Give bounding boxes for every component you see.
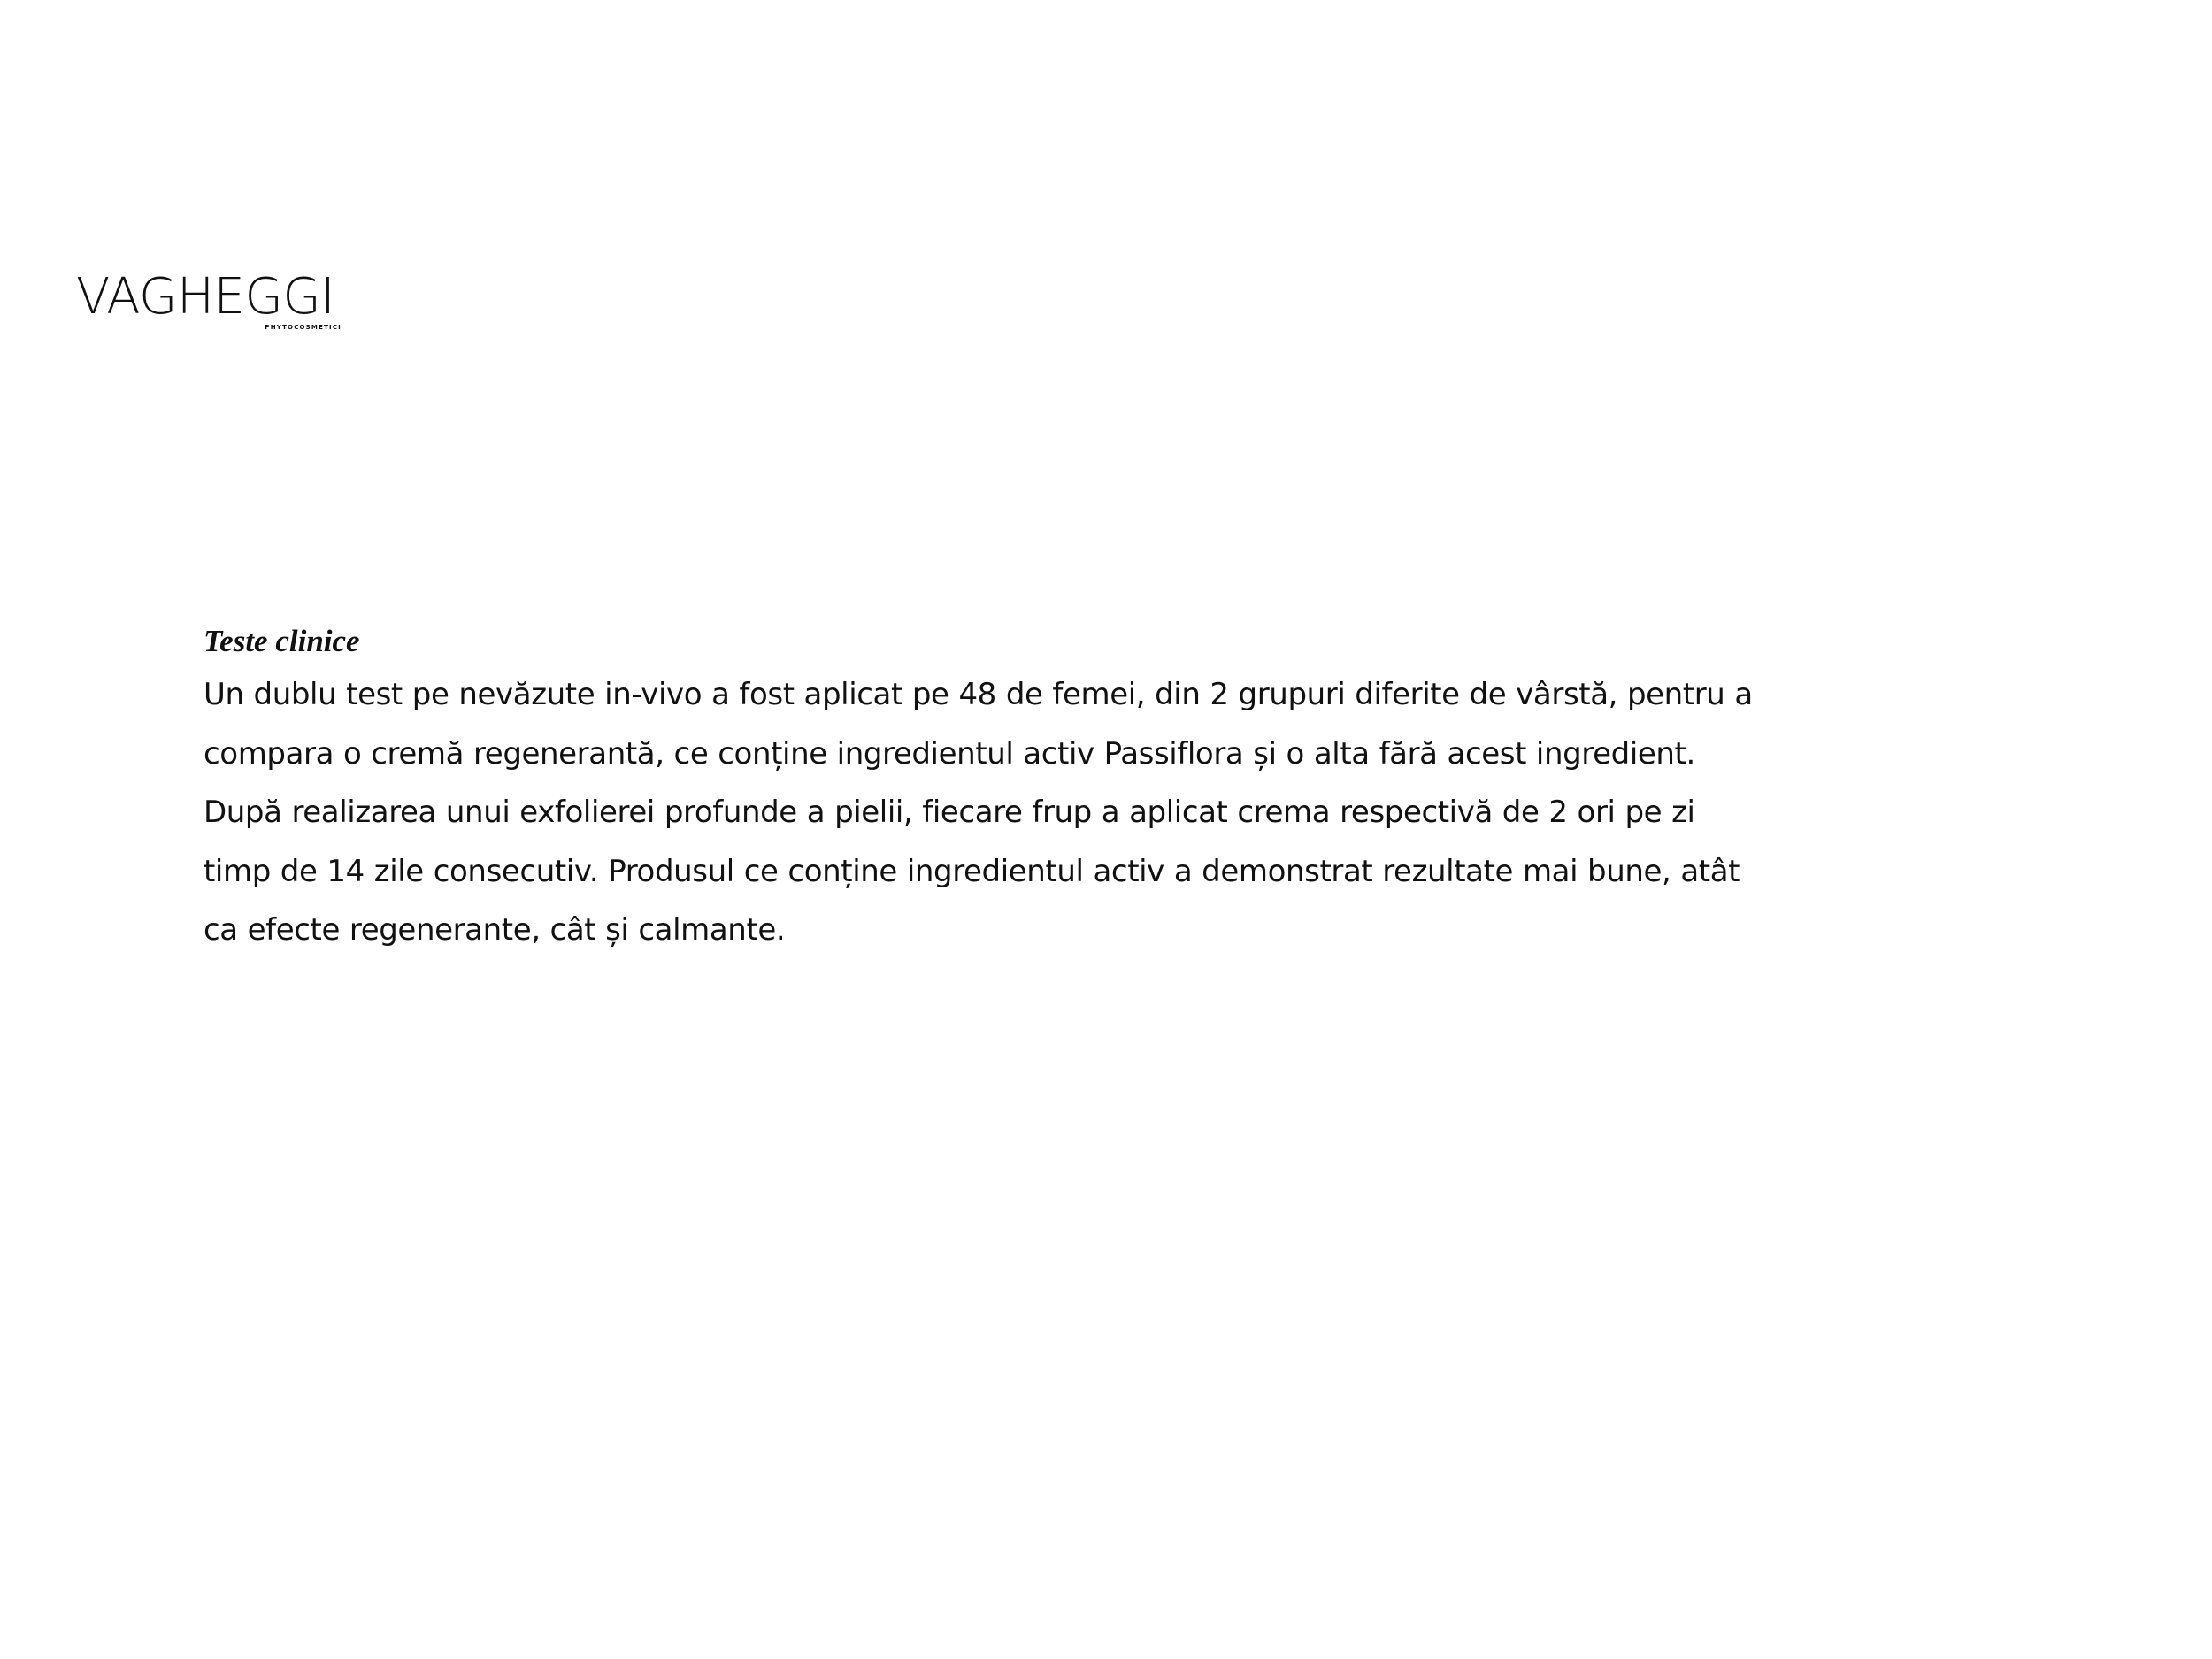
paragraph-line: Un dublu test pe nevăzute in-vivo a fost aplicat pe 48 de femei, din 2 grupuri diferite de vârstă, pentru a: [204, 677, 1753, 712]
section-heading: Teste clinice: [204, 624, 360, 658]
brand-logo: [76, 268, 350, 331]
paragraph-line: compara o cremă regenerantă, ce conține ingredientul activ Passiflora și o alta fără acest ingredient.: [204, 735, 1695, 772]
paragraph-line: timp de 14 zile consecutiv. Produsul ce conține ingredientul activ a demonstrat rezultate mai bune, atât: [204, 853, 1740, 889]
clinical-tests-section: [204, 619, 1885, 960]
logo-tagline: PHYTOCOSMETICI: [265, 324, 342, 331]
paragraph-line: ca efecte regenerante, cât și calmante.: [204, 912, 786, 948]
logo-wordmark: VAGHEGGI: [76, 268, 335, 326]
paragraph-line: După realizarea unui exfolierei profunde a pielii, fiecare frup a aplicat crema respectivă de 2 ori pe zi: [204, 795, 1695, 830]
